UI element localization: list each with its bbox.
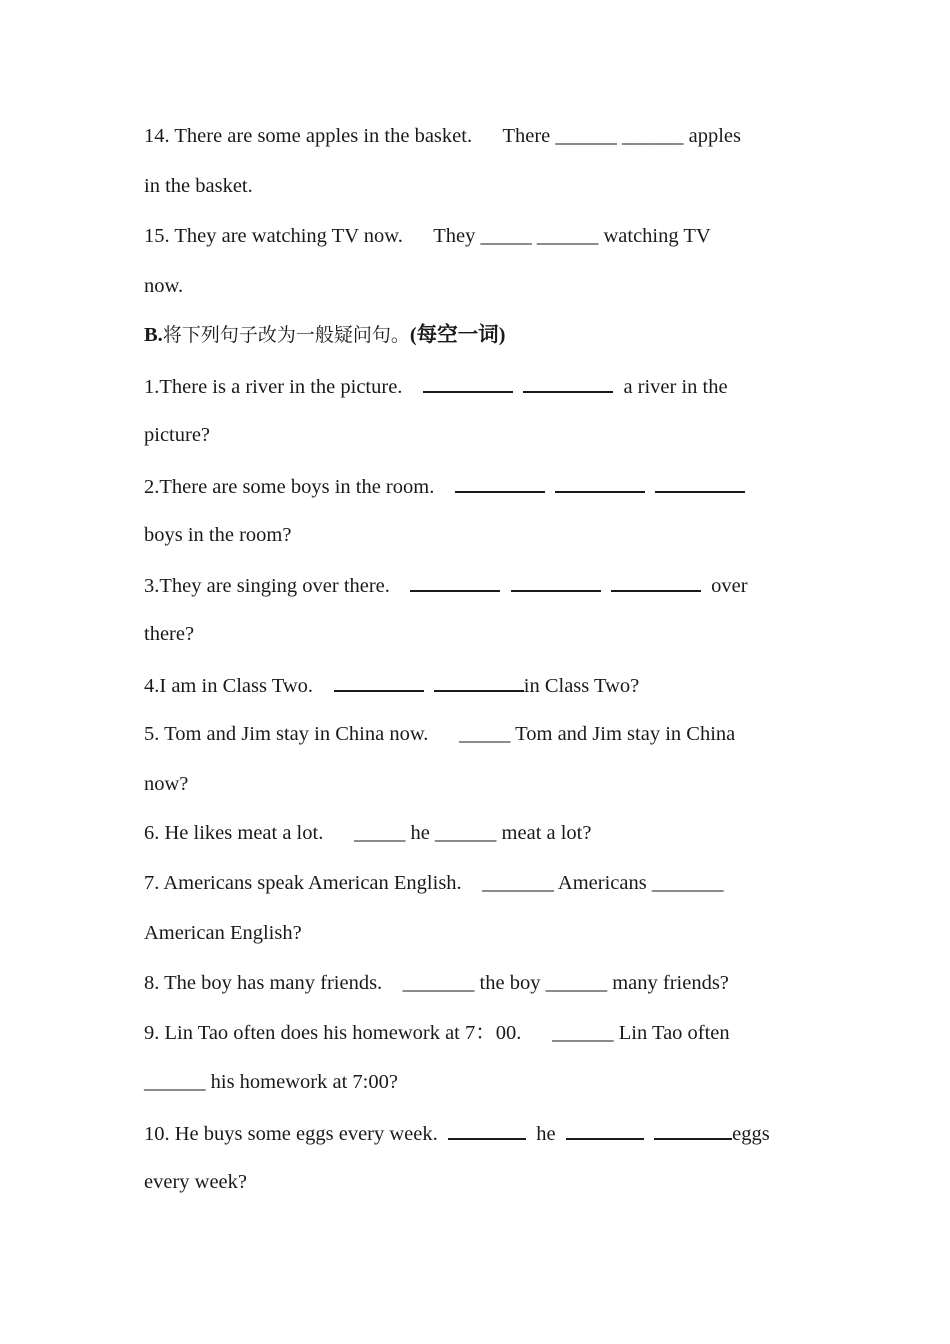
question-14-line-2: in the basket. xyxy=(144,175,253,197)
answer-blank xyxy=(410,572,500,592)
b-question-3-line-2: there? xyxy=(144,623,195,645)
b-question-8-line-1: 8. The boy has many friends. _______ the boy ______ many friends? xyxy=(144,972,729,994)
b-question-2-line-2: boys in the room? xyxy=(144,524,292,546)
b-question-3-prompt: 3.They are singing over there. xyxy=(144,575,411,597)
question-14-line-1: 14. There are some apples in the basket. There ______ ______ apples xyxy=(144,125,742,147)
question-15-line-2: now. xyxy=(144,275,184,297)
answer-blank xyxy=(511,572,601,592)
question-15-line-1: 15. They are watching TV now. They _____ ______ watching TV xyxy=(144,225,711,247)
section-b-heading xyxy=(144,323,824,347)
b-question-9-line-2: ______ his homework at 7:00? xyxy=(144,1071,398,1093)
answer-blank xyxy=(334,672,424,692)
section-b-note: (每空一词) xyxy=(409,324,506,346)
b-question-4-after: in Class Two? xyxy=(523,675,640,697)
b-question-4-prompt: 4.I am in Class Two. xyxy=(144,675,334,697)
b-question-1-line-1 xyxy=(144,373,824,397)
answer-blank xyxy=(566,1120,644,1140)
answer-blank xyxy=(434,672,524,692)
b-question-2-line-1 xyxy=(144,473,824,497)
b-question-7-line-1: 7. Americans speak American English. _______ Americans _______ xyxy=(144,872,724,894)
b-question-1-after: a river in the xyxy=(613,376,728,398)
b-question-5-line-2: now? xyxy=(144,773,189,795)
b-question-1-line-2: picture? xyxy=(144,424,211,446)
b-question-10-after: eggs xyxy=(732,1123,770,1145)
answer-blank xyxy=(448,1120,526,1140)
b-question-3-line-1 xyxy=(144,572,824,596)
answer-blank xyxy=(611,572,701,592)
b-question-6-line-1: 6. He likes meat a lot. _____ he ______ meat a lot? xyxy=(144,822,592,844)
answer-blank xyxy=(455,473,545,493)
b-question-10-mid: he xyxy=(526,1123,566,1145)
answer-blank xyxy=(655,473,745,493)
answer-blank xyxy=(423,373,513,393)
b-question-4-line-1 xyxy=(144,672,824,696)
b-question-3-after: over xyxy=(700,575,748,597)
answer-blank xyxy=(555,473,645,493)
section-b-letter: B. xyxy=(144,324,163,346)
b-question-7-line-2: American English? xyxy=(144,922,302,944)
b-question-10-line-2: every week? xyxy=(144,1171,248,1193)
b-question-10-line-1 xyxy=(144,1120,824,1144)
b-question-1-prompt: 1.There is a river in the picture. xyxy=(144,376,423,398)
b-question-2-prompt: 2.There are some boys in the room. xyxy=(144,476,455,498)
answer-blank xyxy=(654,1120,732,1140)
section-b-instruction: 将下列句子改为一般疑问句。 xyxy=(162,324,410,346)
b-question-5-line-1: 5. Tom and Jim stay in China now. _____ Tom and Jim stay in China xyxy=(144,723,736,745)
answer-blank xyxy=(523,373,613,393)
b-question-9-line-1: 9. Lin Tao often does his homework at 7：00. ______ Lin Tao often xyxy=(144,1022,730,1044)
b-question-10-prompt: 10. He buys some eggs every week. xyxy=(144,1123,449,1145)
